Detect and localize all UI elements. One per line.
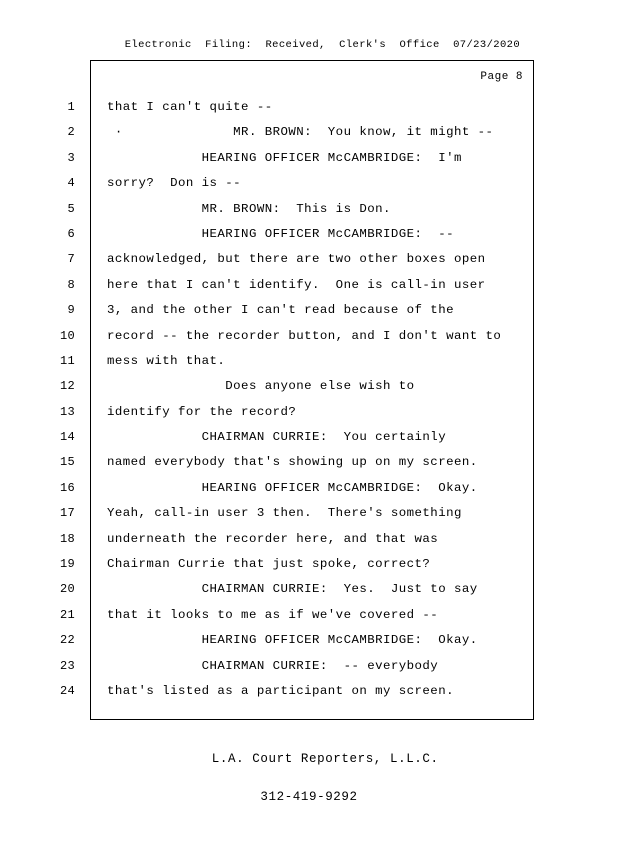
line-number: 24 bbox=[59, 683, 75, 698]
line-number: 14 bbox=[59, 430, 75, 445]
line-text: MR. BROWN: This is Don. bbox=[107, 201, 391, 216]
line-number: 6 bbox=[67, 226, 75, 241]
reporter-phone: 312-419-9292 bbox=[260, 790, 358, 804]
line-number: 11 bbox=[59, 353, 75, 368]
reporter-name: L.A. Court Reporters, L.L.C. bbox=[211, 752, 439, 766]
line-number: 8 bbox=[67, 277, 75, 292]
page-footer bbox=[0, 731, 618, 845]
line-number: 2 bbox=[67, 125, 75, 140]
line-number: 9 bbox=[67, 303, 75, 318]
line-text: acknowledged, but there are two other boxes open bbox=[107, 252, 486, 267]
transcript-line bbox=[59, 450, 535, 475]
line-number: 5 bbox=[67, 201, 75, 216]
transcript-line bbox=[59, 603, 535, 628]
line-text: 3, and the other I can't read because of the bbox=[107, 303, 454, 318]
line-number: 21 bbox=[59, 607, 75, 622]
line-number: 7 bbox=[67, 252, 75, 267]
transcript-line bbox=[67, 222, 535, 247]
line-text: named everybody that's showing up on my screen. bbox=[107, 455, 478, 470]
transcript-line bbox=[59, 552, 535, 577]
efiling-stamp-line1: Electronic Filing: Received, Clerk's Office 07/23/2020 bbox=[124, 39, 521, 51]
line-number: 17 bbox=[59, 506, 75, 521]
transcript-lines bbox=[59, 95, 535, 704]
page-number-label: Page 8 bbox=[480, 71, 523, 83]
line-text: Chairman Currie that just spoke, correct? bbox=[107, 557, 431, 572]
line-text: Yeah, call-in user 3 then. There's something bbox=[107, 506, 462, 521]
line-number: 23 bbox=[59, 658, 75, 673]
line-number: 10 bbox=[59, 328, 75, 343]
transcript-line bbox=[59, 324, 535, 349]
transcript-line bbox=[67, 197, 535, 222]
line-text: that I can't quite -- bbox=[107, 100, 273, 114]
transcript-line bbox=[59, 577, 535, 602]
line-text: HEARING OFFICER McCAMBRIDGE: -- bbox=[107, 226, 454, 241]
line-text: that's listed as a participant on my screen. bbox=[107, 683, 454, 698]
line-text: identify for the record? bbox=[107, 404, 297, 419]
line-text: HEARING OFFICER McCAMBRIDGE: Okay. bbox=[107, 480, 478, 495]
line-number: 3 bbox=[67, 150, 75, 165]
line-number: 15 bbox=[59, 455, 75, 470]
transcript-line bbox=[67, 171, 535, 196]
transcript-line bbox=[59, 425, 535, 450]
line-text: underneath the recorder here, and that was bbox=[107, 531, 439, 546]
line-number: 18 bbox=[59, 531, 75, 546]
transcript-line bbox=[67, 298, 535, 323]
transcript-line bbox=[59, 501, 535, 526]
transcript-line bbox=[67, 146, 535, 171]
transcript-line bbox=[59, 374, 535, 399]
line-number: 1 bbox=[67, 100, 75, 114]
line-number: 13 bbox=[59, 404, 75, 419]
line-number: 20 bbox=[59, 582, 75, 597]
transcript-line bbox=[67, 95, 535, 120]
transcript-line bbox=[59, 400, 535, 425]
line-text: HEARING OFFICER McCAMBRIDGE: I'm bbox=[107, 150, 462, 165]
transcript-line bbox=[59, 679, 535, 704]
line-text: Does anyone else wish to bbox=[107, 379, 415, 394]
transcript-line bbox=[67, 247, 535, 272]
transcript-line bbox=[59, 349, 535, 374]
line-text: here that I can't identify. One is call-in user bbox=[107, 277, 486, 292]
line-text: CHAIRMAN CURRIE: -- everybody bbox=[107, 658, 439, 673]
line-number: 12 bbox=[59, 379, 75, 394]
line-number: 22 bbox=[59, 633, 75, 648]
line-text: mess with that. bbox=[107, 353, 226, 368]
line-number: 19 bbox=[59, 557, 75, 572]
line-number: 4 bbox=[67, 176, 75, 191]
transcript-line bbox=[59, 527, 535, 552]
transcript-line bbox=[67, 120, 535, 145]
transcript-line bbox=[59, 628, 535, 653]
transcript-body-frame bbox=[59, 60, 534, 720]
line-text: HEARING OFFICER McCAMBRIDGE: Okay. bbox=[107, 633, 478, 648]
line-text: CHAIRMAN CURRIE: You certainly bbox=[107, 430, 447, 445]
transcript-line bbox=[67, 273, 535, 298]
transcript-line bbox=[59, 654, 535, 679]
line-text: sorry? Don is -- bbox=[107, 176, 242, 191]
line-text: · MR. BROWN: You know, it might -- bbox=[107, 125, 494, 140]
transcript-line bbox=[59, 476, 535, 501]
line-text: CHAIRMAN CURRIE: Yes. Just to say bbox=[107, 582, 478, 597]
line-text: record -- the recorder button, and I don't want to bbox=[107, 328, 502, 343]
line-number: 16 bbox=[59, 480, 75, 495]
line-text: that it looks to me as if we've covered -- bbox=[107, 607, 439, 622]
